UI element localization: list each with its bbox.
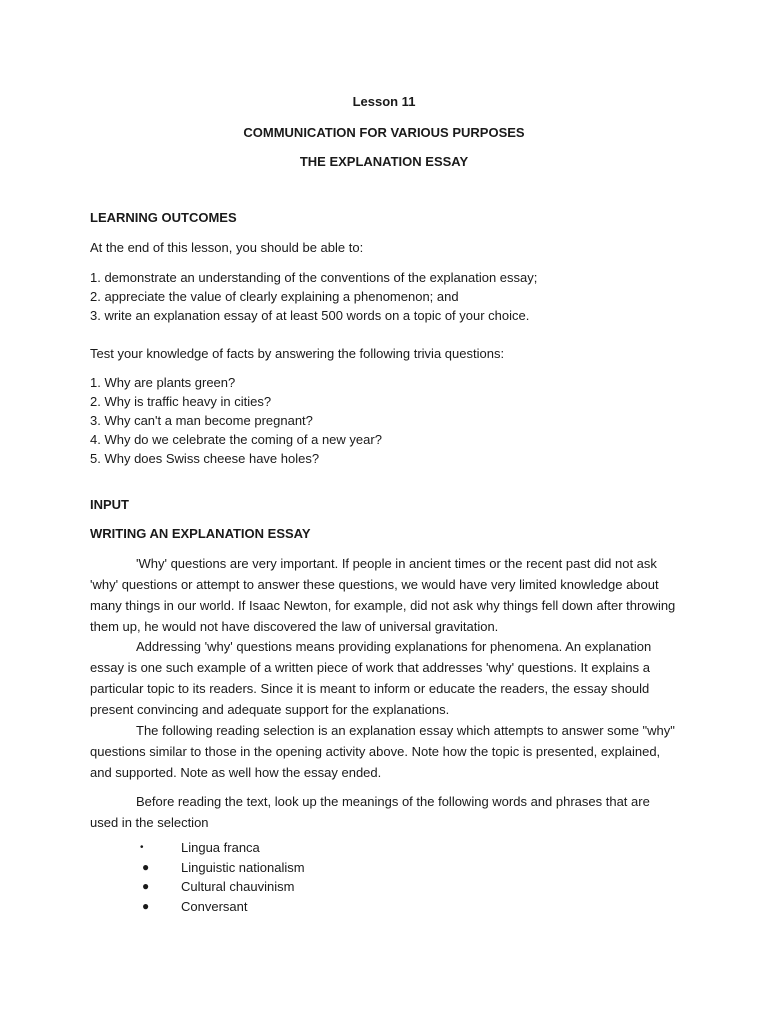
list-item: 3. write an explanation essay of at least 500 words on a topic of your choice. [90,308,530,323]
paragraph: Before reading the text, look up the meanings of the following words and phrases that are used in the selection [90,794,650,830]
list-item: 2. appreciate the value of clearly explaining a phenomenon; and [90,289,459,304]
unit-title: COMMUNICATION FOR VARIOUS PURPOSES [243,125,525,140]
list-item [142,838,305,858]
input-heading: INPUT [90,497,129,512]
vocabulary-term: Lingua franca [181,840,260,855]
bullet-icon: • [140,842,144,853]
list-item: 5. Why does Swiss cheese have holes? [90,451,320,466]
list-item: 1. Why are plants green? [90,375,236,390]
learning-outcomes-intro: At the end of this lesson, you should be able to: [90,240,364,255]
vocabulary-term: Cultural chauvinism [181,879,295,894]
trivia-intro: Test your knowledge of facts by answering the following trivia questions: [90,346,505,361]
bullet-icon: ● [142,898,150,913]
bullet-icon: ● [142,879,150,893]
list-item [142,897,305,917]
list-item [142,858,305,878]
writing-explanation-heading: WRITING AN EXPLANATION ESSAY [90,526,311,541]
lesson-number: Lesson 11 [352,94,416,109]
list-item: 1. demonstrate an understanding of the conventions of the explanation essay; [90,270,538,285]
vocabulary-term: Linguistic nationalism [181,859,305,875]
topic-title: THE EXPLANATION ESSAY [299,154,469,169]
list-item: 2. Why is traffic heavy in cities? [90,394,272,409]
trivia-list [90,373,382,468]
learning-outcomes-heading: LEARNING OUTCOMES [90,210,237,225]
list-item [142,877,305,897]
paragraph: The following reading selection is an explanation essay which attempts to answer some "why" questions similar to those in the opening activity above. Note how the topic is presented, explained, and supported. Note as well how the essay ended. [90,723,675,780]
paragraph: 'Why' questions are very important. If people in ancient times or the recent past did not ask 'why' questions or attempt to answer these questions, we would have very limited knowledge about many things in our world. If Isaac Newton, for example, did not ask why things fell down after throwing them up, he would not have discovered the law of universal gravitation. [90,556,676,634]
vocabulary-term: Conversant [181,898,248,914]
vocabulary-list [142,838,305,916]
bullet-icon: ● [142,859,150,874]
learning-outcomes-list [90,268,537,325]
list-item: 3. Why can't a man become pregnant? [90,413,313,428]
list-item: 4. Why do we celebrate the coming of a new year? [90,432,382,447]
paragraph: Addressing 'why' questions means providing explanations for phenomena. An explanation essay is one such example of a written piece of work that addresses 'why' questions. It explains a particular topic to its readers. Since it is meant to inform or educate the readers, the essay should present convincing and adequate support for the explanations. [90,639,652,717]
